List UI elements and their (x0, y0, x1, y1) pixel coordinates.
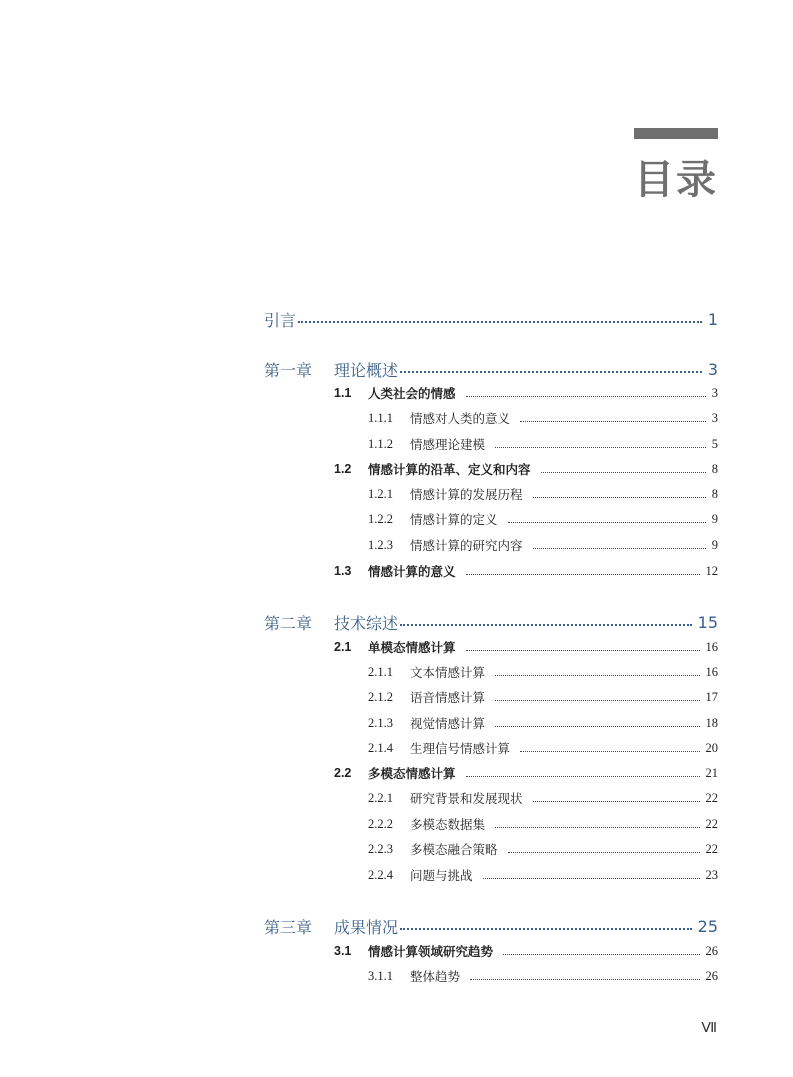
toc-page: 3 (707, 359, 718, 379)
leader-dots (466, 574, 700, 575)
toc-title: 视觉情感计算 (410, 716, 486, 731)
toc-page: 22 (705, 841, 718, 856)
leader-dots (495, 827, 699, 828)
toc-page: 16 (705, 639, 718, 654)
toc-title: 问题与挑战 (410, 868, 473, 883)
toc-page: 16 (705, 664, 718, 679)
toc-entry-1-1[interactable] (334, 381, 718, 405)
toc-entry-3-1[interactable] (334, 939, 718, 963)
toc-title: 多模态融合策略 (410, 842, 498, 857)
toc-page: 23 (705, 867, 718, 882)
page-folio: Ⅶ (701, 1021, 717, 1036)
toc-page: 21 (705, 765, 718, 780)
toc-entry-intro[interactable] (264, 307, 718, 331)
subsection-number: 2.2.1 (368, 790, 393, 805)
toc-title: 情感对人类的意义 (410, 411, 511, 426)
toc-title: 研究背景和发展现状 (410, 791, 523, 806)
section-number: 3.1 (334, 944, 352, 958)
toc-page: 1 (707, 309, 718, 329)
leader-dots (495, 447, 706, 448)
leader-dots (520, 751, 699, 752)
toc-entry-2-1[interactable] (334, 635, 718, 659)
toc-page: 8 (711, 461, 718, 476)
toc-entry-2-1-3[interactable] (368, 711, 718, 735)
toc-title: 生理信号情感计算 (410, 741, 511, 756)
leader-dots (483, 878, 700, 879)
toc-entry-1-2-3[interactable] (368, 533, 718, 557)
section-number: 1.2 (334, 462, 352, 476)
leader-dots (400, 624, 692, 626)
toc-title: 多模态数据集 (410, 817, 486, 832)
toc-title: 成果情况 (334, 917, 399, 937)
subsection-number: 1.1.2 (368, 436, 393, 451)
subsection-number: 3.1.1 (368, 968, 393, 983)
toc-title: 多模态情感计算 (368, 766, 456, 781)
chapter-number: 第一章 (264, 360, 313, 380)
toc-title: 情感计算的沿革、定义和内容 (368, 462, 531, 477)
subsection-number: 2.1.2 (368, 689, 393, 704)
toc-page: 12 (705, 563, 718, 578)
leader-dots (533, 548, 706, 549)
leader-dots (533, 801, 700, 802)
section-number: 1.1 (334, 386, 352, 400)
toc-entry-2-2-4[interactable] (368, 863, 718, 887)
toc-entry-2-1-1[interactable] (368, 660, 718, 684)
toc-page: 3 (711, 410, 718, 425)
leader-dots (400, 928, 692, 930)
toc-entry-chapter-2[interactable] (264, 610, 718, 634)
toc-page: 20 (705, 740, 718, 755)
toc-page: 9 (711, 537, 718, 552)
toc-title: 情感计算的研究内容 (410, 538, 523, 553)
toc-title: 引言 (264, 310, 297, 330)
toc-page: 8 (711, 486, 718, 501)
toc-title: 理论概述 (334, 360, 399, 380)
leader-dots (495, 726, 699, 727)
subsection-number: 2.1.3 (368, 715, 393, 730)
leader-dots (298, 321, 702, 323)
toc-title: 情感理论建模 (410, 437, 486, 452)
toc-page: 17 (705, 689, 718, 704)
subsection-number: 2.2.4 (368, 867, 393, 882)
toc-page: 22 (705, 790, 718, 805)
toc-title: 情感计算领域研究趋势 (368, 944, 494, 959)
leader-dots (508, 852, 700, 853)
section-number: 1.3 (334, 564, 352, 578)
subsection-number: 1.2.1 (368, 486, 393, 501)
title-decor-bar (634, 128, 718, 139)
subsection-number: 1.1.1 (368, 410, 393, 425)
toc-page: 18 (705, 715, 718, 730)
toc-page: 22 (705, 816, 718, 831)
page-title: 目录 (634, 157, 718, 203)
toc-entry-2-1-4[interactable] (368, 736, 718, 760)
leader-dots (466, 650, 700, 651)
leader-dots (533, 497, 706, 498)
toc-entry-chapter-3[interactable] (264, 914, 718, 938)
subsection-number: 2.1.1 (368, 664, 393, 679)
toc-entry-chapter-1[interactable] (264, 357, 718, 381)
section-number: 2.1 (334, 640, 352, 654)
subsection-number: 1.2.2 (368, 511, 393, 526)
toc-entry-2-1-2[interactable] (368, 685, 718, 709)
toc-entry-2-2-3[interactable] (368, 837, 718, 861)
chapter-number: 第三章 (264, 917, 313, 937)
leader-dots (400, 371, 702, 373)
toc-page: 26 (705, 968, 718, 983)
toc-entry-1-2-1[interactable] (368, 482, 718, 506)
toc-title: 情感计算的发展历程 (410, 487, 523, 502)
toc-title: 文本情感计算 (410, 665, 486, 680)
leader-dots (541, 472, 706, 473)
section-number: 2.2 (334, 766, 352, 780)
toc-page: 9 (711, 511, 718, 526)
subsection-number: 2.2.2 (368, 816, 393, 831)
toc-page: 5 (711, 436, 718, 451)
toc-page: 25 (697, 916, 718, 936)
toc-page: 3 (711, 385, 718, 400)
toc-entry-1-2-2[interactable] (368, 507, 718, 531)
leader-dots (503, 954, 699, 955)
leader-dots (466, 396, 706, 397)
toc-title: 整体趋势 (410, 969, 461, 984)
subsection-number: 2.2.3 (368, 841, 393, 856)
toc-entry-2-2-2[interactable] (368, 812, 718, 836)
leader-dots (470, 979, 699, 980)
toc-entry-3-1-1[interactable] (368, 964, 718, 988)
chapter-number: 第二章 (264, 613, 313, 633)
toc-title: 语音情感计算 (410, 690, 486, 705)
toc-entry-1-2[interactable] (334, 457, 718, 481)
toc-title: 单模态情感计算 (368, 640, 456, 655)
toc-entry-1-3[interactable] (334, 559, 718, 583)
subsection-number: 1.2.3 (368, 537, 393, 552)
toc-title: 人类社会的情感 (368, 386, 456, 401)
toc-page: 15 (697, 612, 718, 632)
subsection-number: 2.1.4 (368, 740, 393, 755)
toc-entry-1-1-1[interactable] (368, 406, 718, 430)
leader-dots (495, 675, 699, 676)
toc-title: 技术综述 (334, 613, 399, 633)
leader-dots (508, 522, 706, 523)
toc-entry-1-1-2[interactable] (368, 432, 718, 456)
toc-entry-2-2[interactable] (334, 761, 718, 785)
toc-title: 情感计算的意义 (368, 564, 456, 579)
toc-entry-2-2-1[interactable] (368, 786, 718, 810)
toc-title: 情感计算的定义 (410, 512, 498, 527)
leader-dots (520, 421, 706, 422)
leader-dots (495, 700, 699, 701)
leader-dots (466, 776, 700, 777)
toc-page: 26 (705, 943, 718, 958)
